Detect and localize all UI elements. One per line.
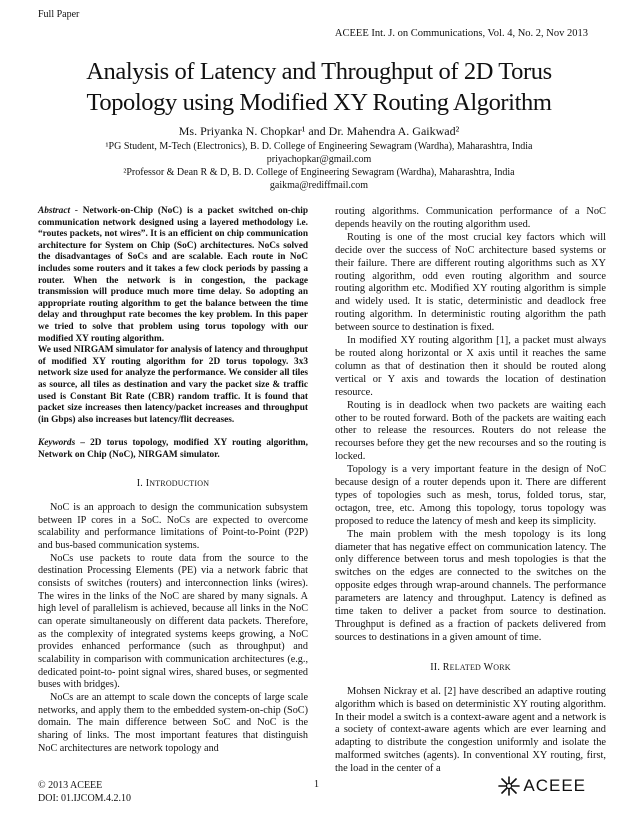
- paper-title: [40, 56, 598, 118]
- keywords-label: Keywords –: [38, 438, 85, 449]
- keywords-text: 2D torus topology, modified XY routing algorithm, Network on Chip (NoC), NIRGAM simulator.: [38, 438, 308, 460]
- page-number: 1: [314, 779, 319, 790]
- right-paragraph-3: In modified XY routing algorithm [1], a packet must always be routed along horizontal or X axis until it reaches the same column as that of destination then it should be routed along vertical or Y axis and towards the location of destination resource.: [335, 335, 606, 398]
- footer-info: [38, 779, 131, 805]
- keywords: [38, 438, 308, 461]
- abstract-paragraph-1: Network-on-Chip (NoC) is a packet switched on-chip communication network designed using a layered methodology i.e. “routes packets, not wires”. It is an efficient on chip communication architecture for System on Chip (SoC) architectures. NoCs solved the disadvantages of SoCs and are scalable. Each route in NoC includes some routers and it takes a few clock periods by passing a router. When the network is in congestion, the package transmission will produce much more time delay. So adopting an appropriate routing algorithm to get the balance between the time delay and throughput rate becomes the key problem. In this paper we tried to solve that problem using torus topology with our modified XY routing algorithm.: [38, 206, 308, 344]
- related-work-paragraph-1: Mohsen Nickray et al. [2] have described an adaptive routing algorithm which is based on deterministic XY routing algorithm. In their model a switch is a context-aware agent and a network is a society of context-aware agents which are ever learning and adapting to distribute the congestion uniformly and isolate the malformed switches (agents). In conventional XY routing, first, the load in the center of a: [335, 685, 606, 775]
- left-column: [38, 206, 308, 755]
- abstract: [38, 206, 308, 426]
- intro-paragraph-2: NoCs use packets to route data from the source to the destination Processing Elements (PE) via a network fabric that consists of switches (routers) and interconnection links (wires). The wires in the links of the NoC are shared by many signals. A high level of parallelism is achieved, because all links in the NoC can operate simultaneously on different data packets. Therefore, as the complexity of integrated systems keeps growing, a NoC provides enhanced performance (such as throughput) and scalability in comparison with communication architectures (e.g., dedicated point-to- point signal wires, shared buses, or segmented buses with bridges).: [38, 552, 308, 691]
- email-1: priyachopkar@gmail.com: [266, 154, 372, 165]
- aceee-logo: [498, 776, 586, 796]
- doi: DOI: 01.IJCOM.4.2.10: [38, 793, 132, 804]
- title-line-2: Topology using Modified XY Routing Algorithm: [86, 89, 552, 116]
- right-column: [335, 206, 606, 776]
- title-line-1: Analysis of Latency and Throughput of 2D Torus: [86, 58, 552, 85]
- author-list: Ms. Priyanka N. Chopkar¹ and Dr. Mahendra A. Gaikwad²: [178, 124, 460, 138]
- right-paragraph-5: Topology is a very important feature in the design of NoC because design of a router depends upon it. There are different types of topologies such as mesh, torus, folded torus, star, octagon, tree, etc. Among this topology, torus topology was proposed to reduce the latency of mesh and keep its simplicity.: [335, 464, 606, 527]
- aceee-logo-text: ACEEE: [523, 776, 586, 795]
- intro-paragraph-3: NoCs are an attempt to scale down the concepts of large scale networks, and apply them to the embedded system-on-chip (SoC) domain. The main difference between SoC and NoC is the sharing of links. The most important features that distinguish NoC architectures are network topology and: [38, 691, 308, 754]
- abstract-label: Abstract -: [38, 206, 78, 216]
- intro-paragraph-1: NoC is an approach to design the communication subsystem between IP cores in a SoC. NoCs are expected to overcome scalability and performance limitations of Point-to-Point (P2P) and bus-based communication systems.: [38, 502, 308, 552]
- affiliation-2: ²Professor & Dean R & D, B. D. College of Engineering Sewagram (Wardha), Maharashtra, India: [123, 167, 515, 178]
- journal-citation: ACEEE Int. J. on Communications, Vol. 4, No. 2, Nov 2013: [334, 28, 588, 39]
- section-heading-introduction: I. INTRODUCTION: [136, 478, 210, 490]
- right-paragraph-6: The main problem with the mesh topology is its long diameter that has negative effect on communication latency. The only difference between torus and mesh topologies is that the switches on the edges are connected to the switches on the opposite edges through wrap-around channels. The performance parameters are latency and throughput. Latency is defined as time taken to deliver a packet from source to destination. Throughput is defined as a fraction of packets delivered from sources to destinations in a given amount of time.: [335, 528, 606, 643]
- right-paragraph-2: Routing is one of the most crucial key factors which will decide over the success of NoC architecture based systems or their failure. There are different routing algorithms such as XY routing algorithm, odd even routing algorithm and source routing algorithm etc. Modified XY routing algorithm is simple and widely used. It is static, deterministic and deadlock free routing algorithm. In deterministic routing algorithm the path between source to destination is fixed.: [335, 231, 606, 334]
- section-heading-related-work: II. RELATED WORK: [430, 661, 511, 673]
- affiliation-1: ¹PG Student, M-Tech (Electronics), B. D. College of Engineering Sewagram (Wardha), Maharashtra, India: [105, 141, 533, 152]
- copyright: © 2013 ACEEE: [38, 780, 103, 791]
- aceee-logo-icon: [498, 776, 520, 796]
- abstract-paragraph-2: We used NIRGAM simulator for analysis of latency and throughput of modified XY routing algorithm for 2D torus topology. 3x3 network size used for analyze the performance. We consider all tiles as source, all tiles as destination and vary the packet size & traffic used is Constant Bit Rate (CBR) random traffic. It is found that packet size increases then latency/packet increases and throughput (in Gbps) also increases but latency/flit decreases.: [38, 345, 308, 425]
- right-paragraph-1: routing algorithms. Communication performance of a NoC depends heavily on the routing algorithm used.: [335, 206, 606, 230]
- email-2: gaikma@rediffmail.com: [269, 180, 369, 191]
- paper-type-label: Full Paper: [38, 9, 80, 20]
- right-paragraph-4: Routing is in deadlock when two packets are waiting each other to be routed forward. Both of the packets are waiting each other to release the resources. Routers do not release the recourses before they get the new recourses and so the routing is locked.: [335, 399, 606, 463]
